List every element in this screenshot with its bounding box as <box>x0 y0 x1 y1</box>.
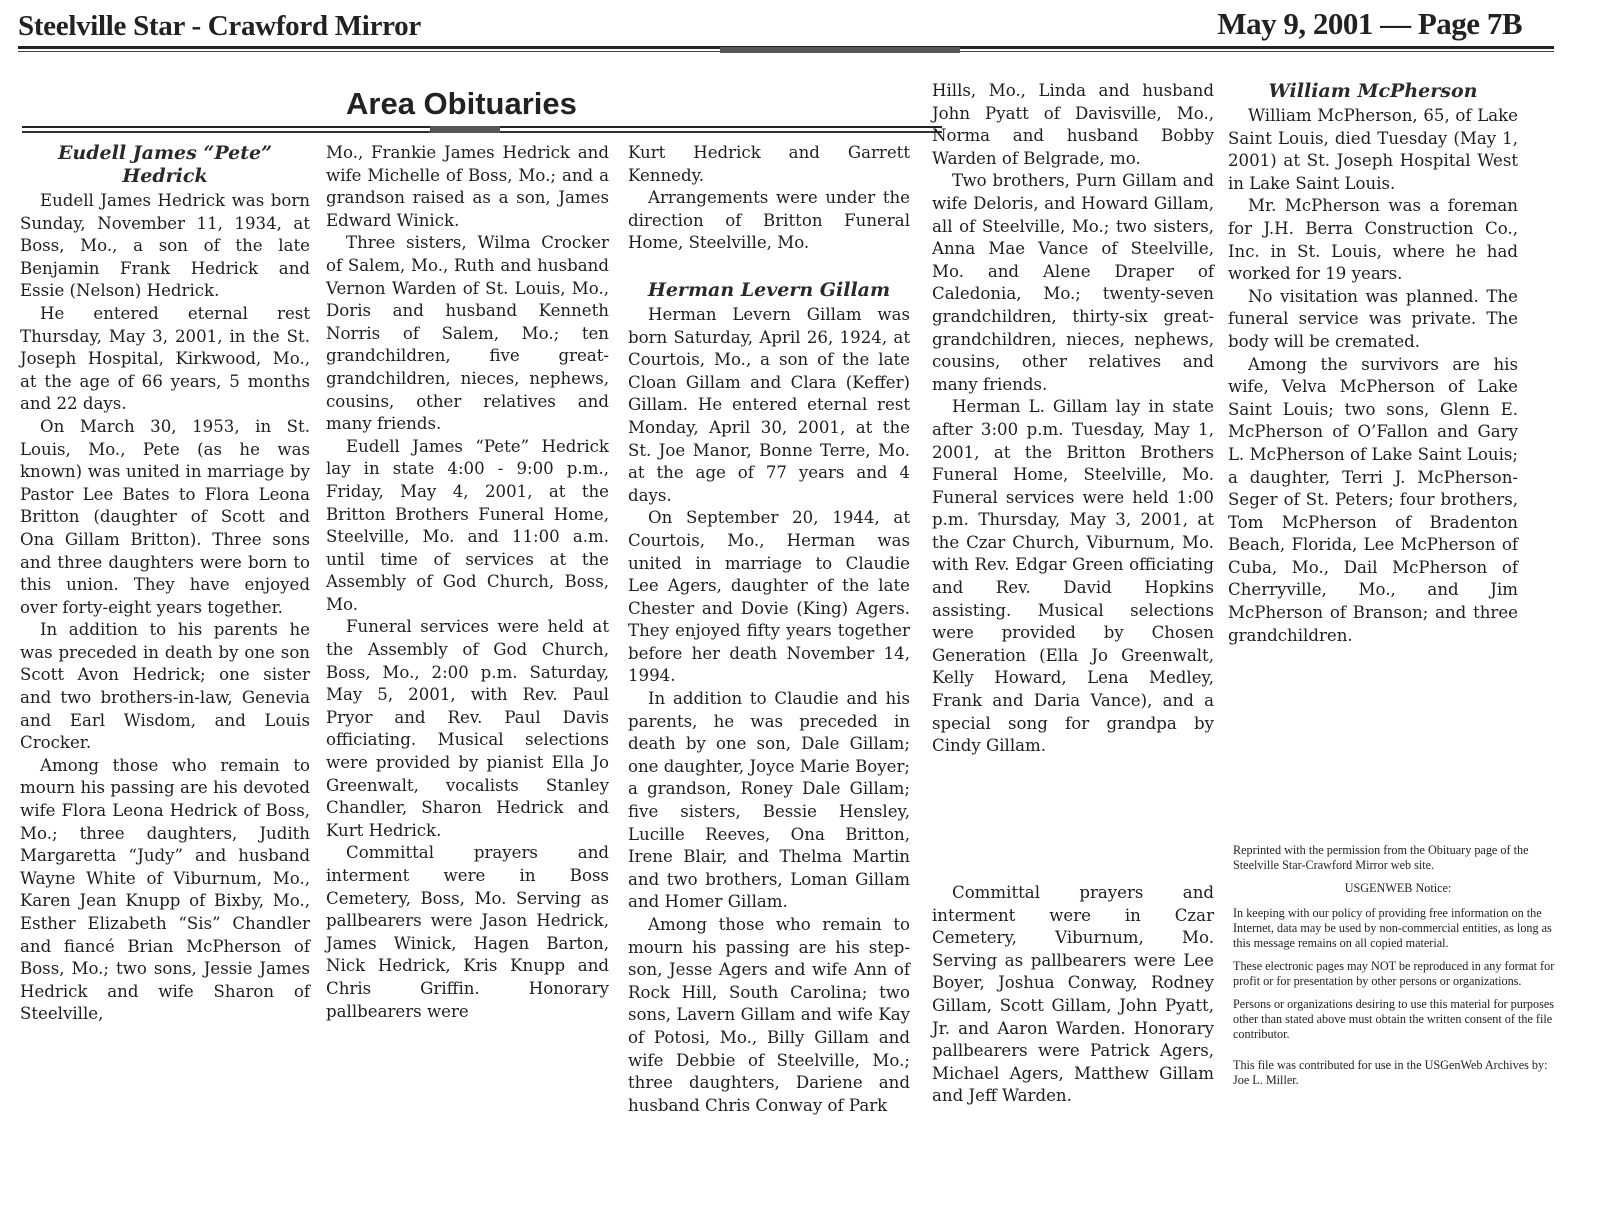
obituary-heading-gillam: Herman Levern Gillam <box>647 278 891 301</box>
column-1 <box>20 142 310 1026</box>
obituary-paragraph: Herman L. Gillam lay in state after 3:00 p.m. Tuesday, May 1, 2001, at the Britton Brothers Funeral Home, Steelville, Mo. Funeral services were held 1:00 p.m. Thursday, May 3, 2001, at the Czar Church, Viburnum, Mo. with Rev. Edgar Green officiating and Rev. David Hopkins assisting. Musical selections were provided by Chosen Generation (Ella Jo Greenwalt, Kelly Howard, Lena Medley, Frank and Daria Vance), and a special song for grandpa by Cindy Gillam. <box>932 397 1214 756</box>
obituary-heading-hedrick: Eudell James “Pete” Hedrick <box>57 142 273 187</box>
obituary-heading-mcpherson: William McPherson <box>1268 80 1478 102</box>
column-3 <box>628 142 910 1117</box>
section-title: Area Obituaries <box>346 86 577 121</box>
usgenweb-notice <box>1233 843 1563 1096</box>
obituary-paragraph: Herman Levern Gillam was born Saturday, April 26, 1924, at Courtois, Mo., a son of the late Cloan Gillam and Clara (Keffer) Gillam. He entered eternal rest Monday, April 30, 2001, at the St. Joe Manor, Bonne Terre, Mo. at the age of 77 years and 4 days. <box>628 304 910 505</box>
obituary-paragraph: Among those who remain to mourn his passing are his step-son, Jesse Agers and wife Ann of Rock Hill, South Carolina; two sons, Lavern Gillam and wife Kay of Potosi, Mo., Billy Gillam and wife Debbie of Steelville, Mo.; three daughters, Dariene and husband Chris Conway of Park <box>628 915 910 1115</box>
column-4-lower <box>932 882 1214 1108</box>
obituary-paragraph: Among the survivors are his wife, Velva McPherson of Lake Saint Louis; two sons, Glenn E. McPherson of O’Fallon and Gary L. McPherson of Lake Saint Louis; a daughter, Terri J. McPherson-Seger of St. Peters; four brothers, Tom McPherson of Bradenton Beach, Florida, Lee McPherson of Cuba, Mo., Dail McPherson of Cherryville, Mo., and Jim McPherson of Branson; and three grandchildren. <box>1228 354 1518 645</box>
obituary-paragraph: Among those who remain to mourn his passing are his devoted wife Flora Leona Hedrick of Boss, Mo.; three daughters, Judith Margaretta “Judy” and husband Wayne White of Viburnum, Mo., Karen Jean Knupp of Bixby, Mo., Esther Elizabeth “Sis” Chandler and fiancé Brian McPherson of Boss, Mo.; two sons, Jessie James Hedrick and wife Sharon of Steelville, <box>20 755 310 1024</box>
obituary-paragraph: Eudell James Hedrick was born Sunday, November 11, 1934, at Boss, Mo., a son of the late Benjamin Frank Hedrick and Essie (Nelson) Hedrick. <box>20 191 310 301</box>
section-rule-accent <box>430 126 500 133</box>
obituary-paragraph: No visitation was planned. The funeral service was private. The body will be cremated. <box>1228 286 1518 351</box>
notice-paragraph: In keeping with our policy of providing free information on the Internet, data may be used by non-commercial entities, as long as this message remains on all copied material. <box>1233 906 1552 950</box>
notice-paragraph: These electronic pages may NOT be reproduced in any format for profit or for presentation by other persons or organizations. <box>1233 959 1555 988</box>
obituary-paragraph: Mo., Frankie James Hedrick and wife Michelle of Boss, Mo.; and a grandson raised as a son, James Edward Winick. <box>326 143 609 230</box>
obituary-paragraph: In addition to his parents he was preceded in death by one son Scott Avon Hedrick; one sister and two brothers-in-law, Genevia and Earl Wisdom, and Louis Crocker. <box>20 620 310 753</box>
reprint-credit: Reprinted with the permission from the Obituary page of the Steelville Star-Crawford Mirror web site. <box>1233 843 1529 872</box>
obituary-paragraph: Committal prayers and interment were in Czar Cemetery, Viburnum, Mo. Serving as pallbearers were Lee Boyer, Joshua Conway, Rodney Gillam, Scott Gillam, John Pyatt, Jr. and Aaron Warden. Honorary pallbearers were Patrick Agers, Michael Agers, Matthew Gillam and Jeff Warden. <box>932 883 1214 1106</box>
obituary-paragraph: Mr. McPherson was a foreman for J.H. Berra Construction Co., Inc. in St. Louis, where he had worked for 19 years. <box>1228 196 1518 284</box>
obituary-paragraph: Three sisters, Wilma Crocker of Salem, Mo., Ruth and husband Vernon Warden of St. Louis, Mo., Doris and husband Kenneth Norris of Salem, Mo.; ten grandchildren, five great-grandchildren, nieces, nephews, cousins, other relatives and many friends. <box>326 233 609 434</box>
obituary-paragraph: In addition to Claudie and his parents, he was preceded in death by one son, Dale Gillam; one daughter, Joyce Marie Boyer; a grandson, Roney Dale Gillam; five sisters, Bessie Hensley, Lucille Reeves, Ona Britton, Irene Blair, and Thelma Martin and two brothers, Loman Gillam and Homer Gillam. <box>628 689 910 912</box>
obituary-paragraph: Hills, Mo., Linda and husband John Pyatt of Davisville, Mo., Norma and husband Bobby Warden of Belgrade, mo. <box>932 81 1214 168</box>
obituary-paragraph: Two brothers, Purn Gillam and wife Deloris, and Howard Gillam, all of Steelville, Mo.; two sisters, Anna Mae Vance of Steelville, Mo. and Alene Draper of Caledonia, Mo.; twenty-seven grandchildren, thirty-six great-grandchildren, nieces, nephews, cousins, other relatives and many friends. <box>932 171 1214 394</box>
obituary-paragraph: He entered eternal rest Thursday, May 3, 2001, in the St. Joseph Hospital, Kirkwood, Mo., at the age of 66 years, 5 months and 22 days. <box>20 303 310 414</box>
obituary-paragraph: Arrangements were under the direction of Britton Funeral Home, Steelville, Mo. <box>628 188 910 253</box>
obituary-paragraph: Kurt Hedrick and Garrett Kennedy. <box>628 143 910 185</box>
newspaper-name: Steelville Star - Crawford Mirror <box>18 10 421 42</box>
column-5 <box>1228 80 1518 647</box>
notice-heading: USGENWEB Notice: <box>1344 881 1452 895</box>
masthead-rule-accent <box>720 47 960 53</box>
obituary-paragraph: Funeral services were held at the Assembly of God Church, Boss, Mo., 2:00 p.m. Saturday, May 5, 2001, with Rev. Paul Pryor and Rev. Paul Davis officiating. Musical selections were provided by pianist Ella Jo Greenwalt, vocalists Stanley Chandler, Sharon Hedrick and Kurt Hedrick. <box>326 617 609 840</box>
contributor-credit: This file was contributed for use in the USGenWeb Archives by: Joe L. Miller. <box>1233 1058 1548 1087</box>
issue-date-page: May 9, 2001 — Page 7B <box>1217 6 1522 41</box>
obituary-paragraph: On March 30, 1953, in St. Louis, Mo., Pete (as he was known) was united in marriage by Pastor Lee Bates to Flora Leona Britton (daughter of Scott and Ona Gillam Britton). Three sons and three daughters were born to this union. They have enjoyed over forty-eight years together. <box>20 416 310 617</box>
obituary-paragraph: Eudell James “Pete” Hedrick lay in state 4:00 - 9:00 p.m., Friday, May 4, 2001, at the Britton Brothers Funeral Home, Steelville, Mo. and 11:00 a.m. until time of services at the Assembly of God Church, Boss, Mo. <box>326 436 609 614</box>
column-4 <box>932 80 1214 758</box>
column-2 <box>326 142 609 1023</box>
spacer <box>628 255 910 279</box>
obituary-paragraph: Committal prayers and interment were in Boss Cemetery, Boss, Mo. Serving as pallbearers were Jason Hedrick, James Winick, Hagen Barton, Nick Hedrick, Kris Knupp and Chris Griffin. Honorary pallbearers were <box>326 843 609 1021</box>
obituary-paragraph: On September 20, 1944, at Courtois, Mo., Herman was united in marriage to Claudie Lee Agers, daughter of the late Chester and Dovie (King) Agers. They enjoyed fifty years together before her death November 14, 1994. <box>628 508 910 686</box>
obituary-paragraph: William McPherson, 65, of Lake Saint Louis, died Tuesday (May 1, 2001) at St. Joseph Hospital West in Lake Saint Louis. <box>1228 106 1518 193</box>
notice-paragraph: Persons or organizations desiring to use this material for purposes other than stated above must obtain the written consent of the file contributor. <box>1233 997 1554 1041</box>
